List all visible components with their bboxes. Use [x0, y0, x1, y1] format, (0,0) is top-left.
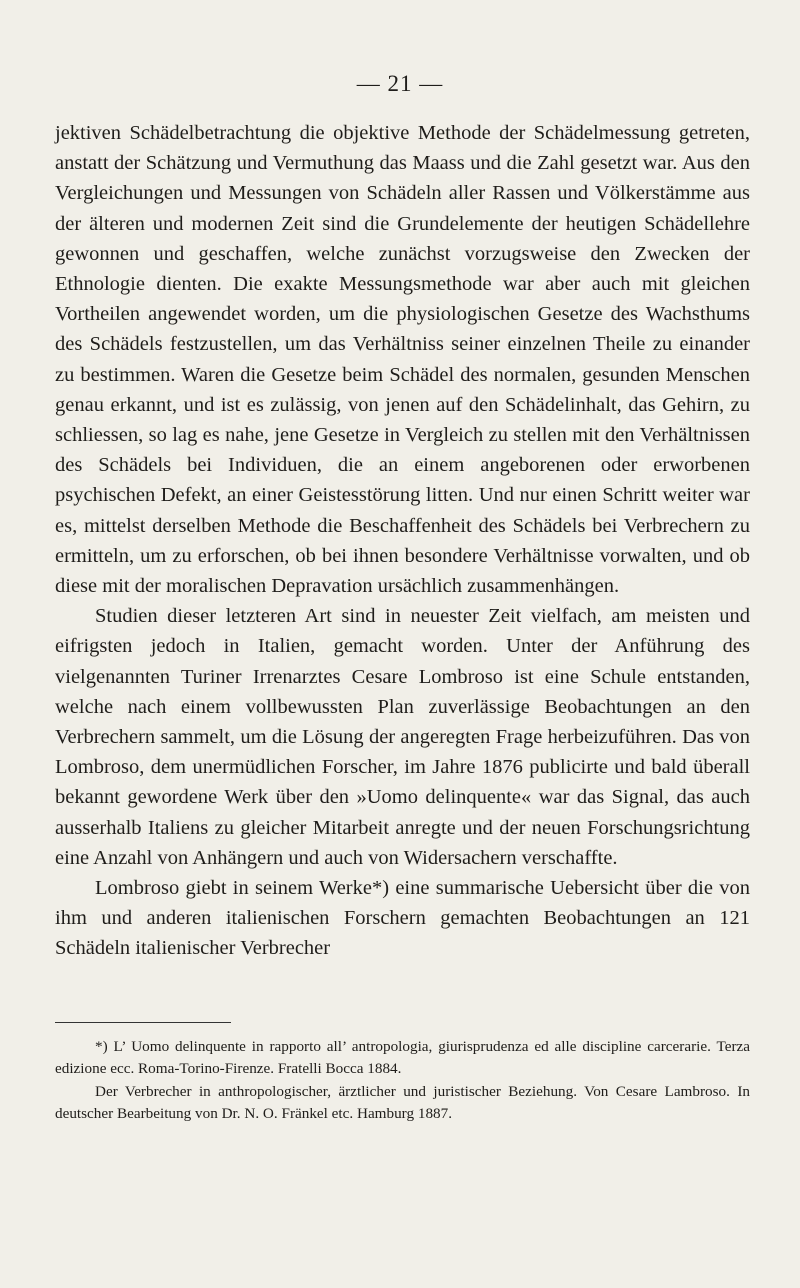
footnote: Der Verbrecher in anthropologischer, ärztlicher und juristischer Beziehung. Von Cesare Lambroso. In deutscher Bearbeitung von Dr. N. O. Fränkel etc. Hamburg 1887. — [55, 1082, 750, 1122]
footnote-divider — [55, 1022, 231, 1023]
footnote: *) L’ Uomo delinquente in rapporto all’ antropologia, giurisprudenza ed alle discipline carcerarie. Terza edizione ecc. Roma-Torino-Firenze. Fratelli Bocca 1884. — [55, 1038, 750, 1078]
main-text — [55, 118, 750, 964]
footnotes — [55, 1036, 750, 1125]
paragraph: Lombroso giebt in seinem Werke*) eine summarische Uebersicht über die von ihm und anderen italienischen Forschern gemachten Beobachtungen an 121 Schädeln italienischer Verbrecher — [55, 877, 750, 960]
paragraph: jektiven Schädelbetrachtung die objektive Methode der Schädelmessung getreten, anstatt der Schätzung und Vermuthung das Maass und die Zahl gesetzt war. Aus den Vergleichungen und Messungen von Schädeln aller Rassen und Völkerstämme aus der älteren und modernen Zeit sind die Grundelemente der heutigen Schädellehre gewonnen und geschaffen, welche zunächst vorzugsweise den Zwecken der Ethnologie dienten. Die exakte Messungsmethode war aber auch mit gleichen Vortheilen angewendet worden, um die physiologischen Gesetze des Wachsthums des Schädels festzustellen, um das Verhältniss seiner einzelnen Theile zu einander zu bestimmen. Waren die Gesetze beim Schädel des normalen, gesunden Menschen genau erkannt, und ist es zulässig, von jenen auf den Schädelinhalt, das Gehirn, zu schliessen, so lag es nahe, jene Gesetze in Vergleich zu stellen mit den Verhältnissen des Schädels bei Individuen, die an einem angeborenen oder erworbenen psychischen Defekt, an einer Geistesstörung litten. Und nur einen Schritt weiter war es, mittelst derselben Methode die Beschaffenheit des Schädels bei Verbrechern zu ermitteln, um zu erforschen, ob bei ihnen besondere Verhältnisse vorwalten, und ob diese mit der moralischen Depravation ursächlich zusammenhängen. — [55, 122, 750, 598]
paragraph: Studien dieser letzteren Art sind in neuester Zeit vielfach, am meisten und eifrigsten jedoch in Italien, gemacht worden. Unter der Anführung des vielgenannten Turiner Irrenarztes Cesare Lombroso ist eine Schule entstanden, welche nach einem vollbewussten Plan zuverlässige Beobachtungen an den Verbrechern sammelt, um die Lösung der angeregten Frage herbeizuführen. Das von Lombroso, dem unermüdlichen Forscher, im Jahre 1876 publicirte und bald überall bekannt gewordene Werk über den »Uomo delinquente« war das Signal, das auch ausserhalb Italiens zu gleicher Mitarbeit anregte und der neuen Forschungsrichtung eine Anzahl von Anhängern und auch von Widersachern verschaffte. — [55, 605, 750, 869]
page-number: — 21 — — [356, 71, 444, 96]
